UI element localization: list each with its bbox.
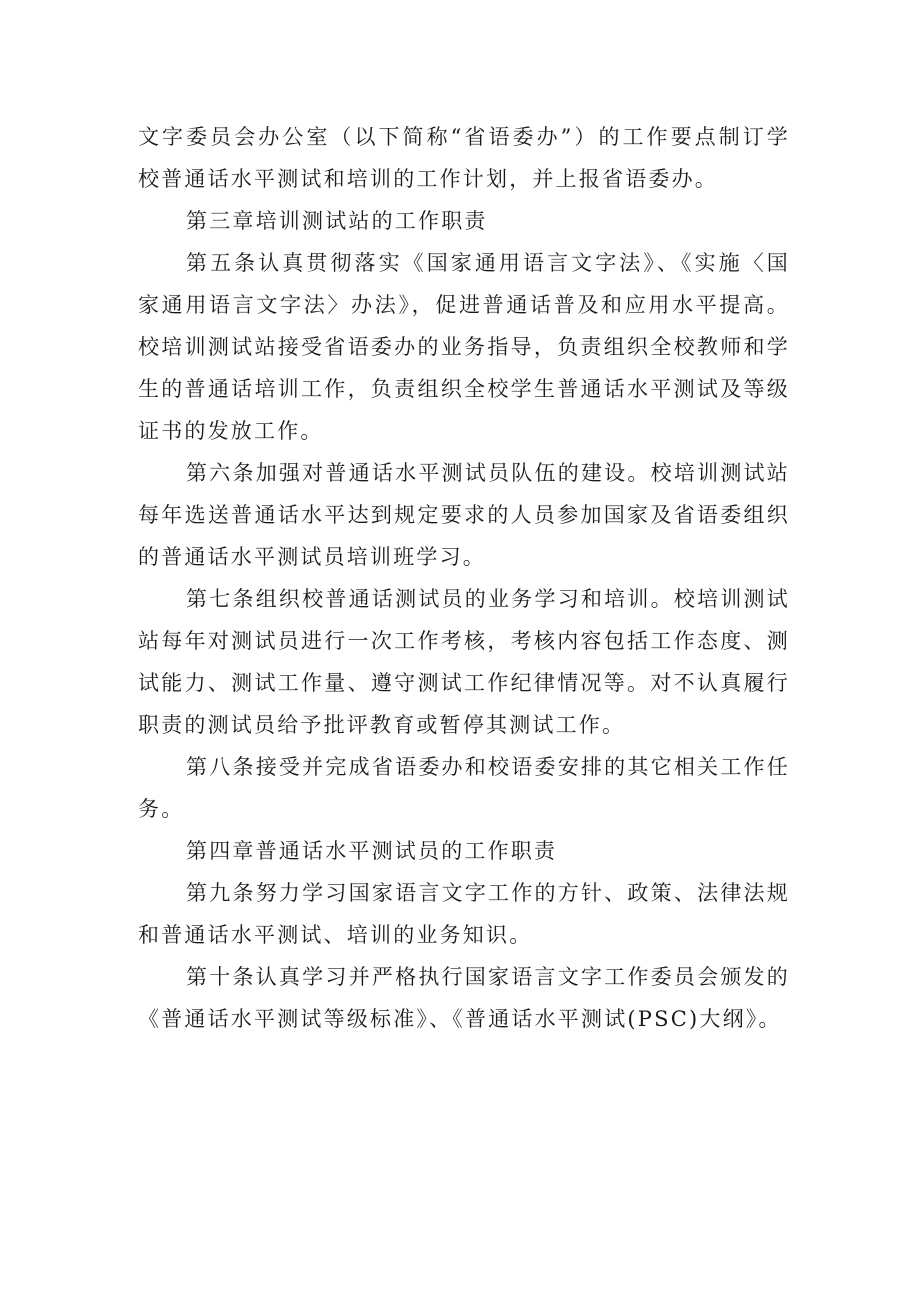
article-10: 第十条认真学习并严格执行国家语言文字工作委员会颁发的《普通话水平测试等级标准》、《普通话水平测试(PSC)大纲》。 xyxy=(138,965,790,1031)
chapter-heading-4: 第四章普通话水平测试员的工作职责 xyxy=(186,839,558,863)
article-7: 第七条组织校普通话测试员的业务学习和培训。校培训测试站每年对测试员进行一次工作考核，考核内容包括工作态度、测试能力、测试工作量、遵守测试工作纪律情况等。对不认真履行职责的测试员给予批评教育或暂停其测试工作。 xyxy=(138,587,790,737)
article-6: 第六条加强对普通话水平测试员队伍的建设。校培训测试站每年选送普通话水平达到规定要求的人员参加国家及省语委组织的普通话水平测试员培训班学习。 xyxy=(138,461,790,569)
article-8: 第八条接受并完成省语委办和校语委安排的其它相关工作任务。 xyxy=(138,755,790,821)
paragraph-continuation: 文字委员会办公室（以下简称“省语委办”）的工作要点制订学校普通话水平测试和培训的工作计划，并上报省语委办。 xyxy=(138,125,790,191)
article-5: 第五条认真贯彻落实《国家通用语言文字法》、《实施〈国家通用语言文字法〉办法》，促进普通话普及和应用水平提高。校培训测试站接受省语委办的业务指导，负责组织全校教师和学生的普通话培训工作，负责组织全校学生普通话水平测试及等级证书的发放工作。 xyxy=(138,251,790,443)
document-body xyxy=(138,116,790,1040)
article-9: 第九条努力学习国家语言文字工作的方针、政策、法律法规和普通话水平测试、培训的业务知识。 xyxy=(138,881,790,947)
chapter-heading-3: 第三章培训测试站的工作职责 xyxy=(186,209,488,233)
